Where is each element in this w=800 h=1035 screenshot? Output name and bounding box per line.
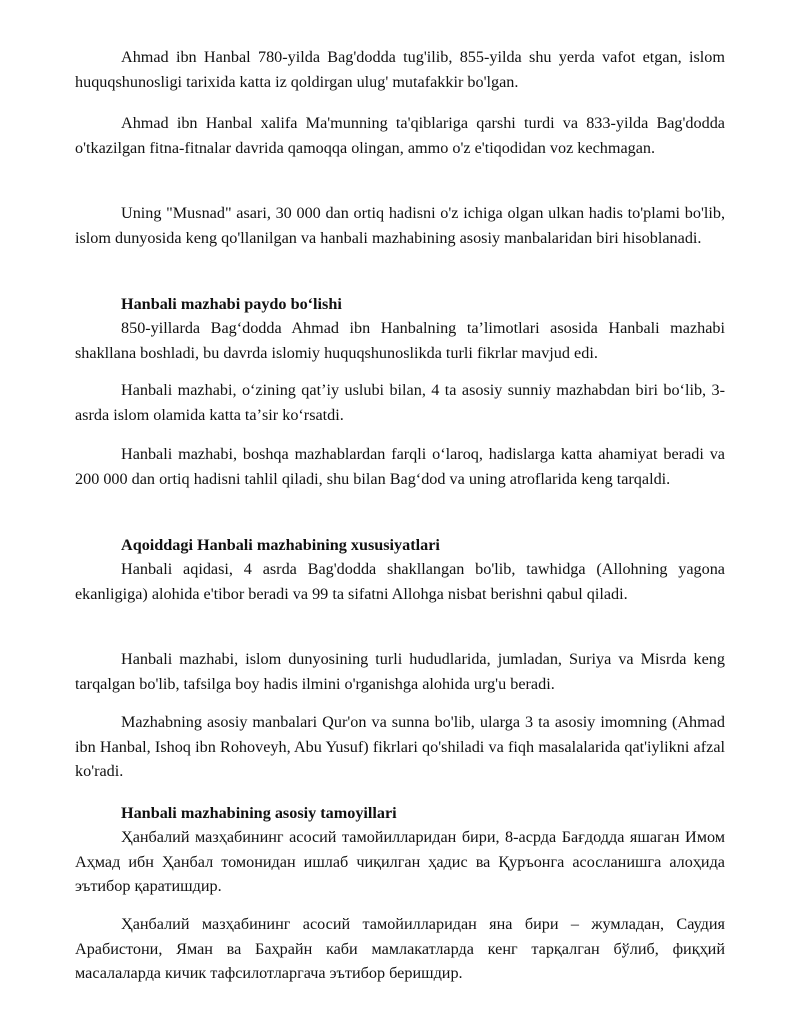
paragraph-creed-1: Hanbali aqidasi, 4 asrda Bag'dodda shakllangan bo'lib, tawhidga (Allohning yagona ekanligiga) alohida e'tibor beradi va 99 ta sifatni Allohga nisbat berishni qabul qiladi. bbox=[75, 560, 725, 603]
paragraph-creed-2: Hanbali mazhabi, islom dunyosining turli hududlarida, jumladan, Suriya va Misrda keng tarqalgan bo'lib, tafsilga boy hadis ilmini o'rganishga alohida urg'u beradi. bbox=[75, 650, 725, 693]
section-heading-principles: Hanbali mazhabining asosiy tamoyillari bbox=[121, 804, 397, 822]
paragraph-persecution: Ahmad ibn Hanbal xalifa Ma'munning ta'qiblariga qarshi turdi va 833-yilda Bag'dodda o'tkazilgan fitna-fitnalar davrida qamoqqa olingan, ammo o'z e'tiqodidan voz kechmagan. bbox=[75, 114, 725, 157]
section-heading-creed: Aqoiddagi Hanbali mazhabining xususiyatlari bbox=[121, 536, 440, 554]
paragraph-origin-2: Hanbali mazhabi, oʻzining qatʼiy uslubi bilan, 4 ta asosiy sunniy mazhabdan biri boʻlib, 3-asrda islom olamida katta taʼsir koʻrsatdi. bbox=[75, 381, 725, 424]
paragraph-origin-1: 850-yillarda Bagʻdodda Ahmad ibn Hanbalning taʼlimotlari asosida Hanbali mazhabi shakllana boshladi, bu davrda islomiy huquqshunoslikda turli fikrlar mavjud edi. bbox=[75, 319, 725, 362]
paragraph-creed-3: Mazhabning asosiy manbalari Qur'on va sunna bo'lib, ularga 3 ta asosiy imomning (Ahmad ibn Hanbal, Ishoq ibn Rohoveyh, Abu Yusuf) fikrlari qo'shiladi va fiqh masalalarida qat'iylikni afzal ko'radi. bbox=[75, 713, 725, 780]
paragraph-birth-death: Ahmad ibn Hanbal 780-yilda Bag'dodda tug'ilib, 855-yilda shu yerda vafot etgan, islom huquqshunosligi tarixida katta iz qoldirgan ulug' mutafakkir bo'lgan. bbox=[75, 48, 725, 91]
paragraph-origin-3: Hanbali mazhabi, boshqa mazhablardan farqli oʻlaroq, hadislarga katta ahamiyat beradi va 200 000 dan ortiq hadisni tahlil qiladi, shu bilan Bagʻdod va uning atroflarida keng tarqaldi. bbox=[75, 445, 725, 488]
paragraph-principles-1: Ҳанбалий мазҳабининг асосий тамойилларидан бири, 8-асрда Бағдодда яшаган Имом Аҳмад ибн Ҳанбал томонидан ишлаб чиқилган ҳадис ва Қуръонга асосланишга алоҳида эътибор қаратишдир. bbox=[75, 828, 725, 895]
paragraph-principles-2: Ҳанбалий мазҳабининг асосий тамойилларидан яна бири – жумладан, Саудия Арабистони, Яман ва Баҳрайн каби мамлакатларда кенг тарқалган бўлиб, фиқҳий масалаларда кичик тафсилотларгача эътибор беришдир. bbox=[75, 915, 725, 982]
paragraph-musnad: Uning "Musnad" asari, 30 000 dan ortiq hadisni o'z ichiga olgan ulkan hadis to'plami bo'lib, islom dunyosida keng qo'llanilgan va hanbali mazhabining asosiy manbalaridan biri hisoblanadi. bbox=[75, 204, 725, 247]
section-heading-origin: Hanbali mazhabi paydo boʻlishi bbox=[121, 295, 342, 313]
